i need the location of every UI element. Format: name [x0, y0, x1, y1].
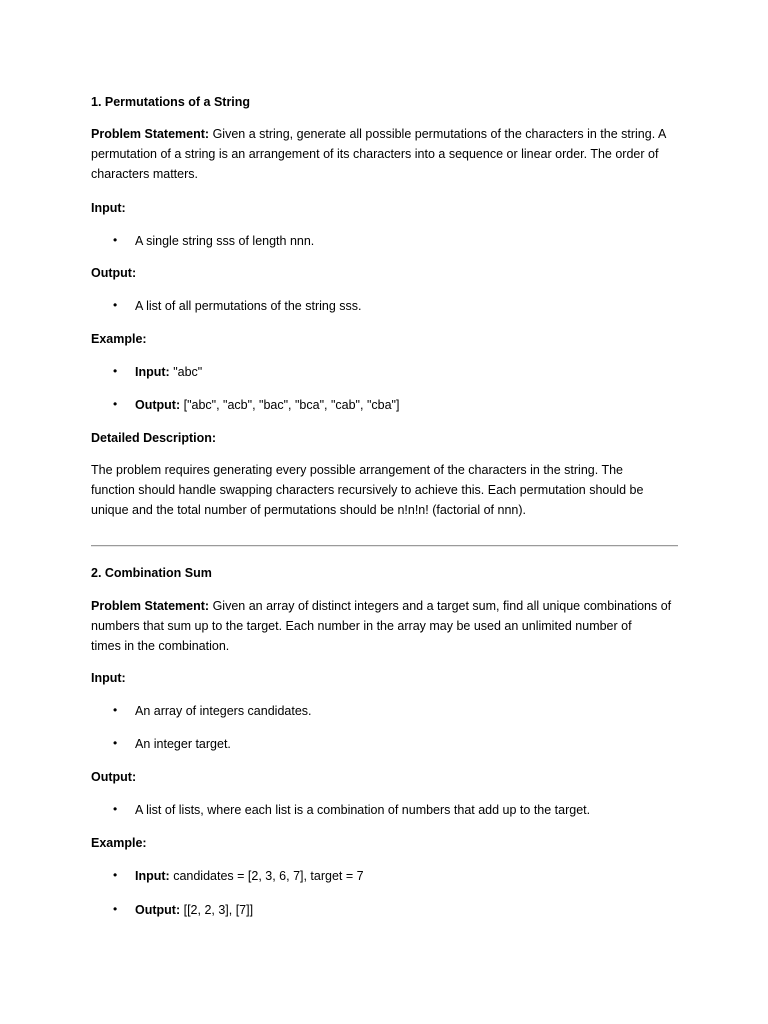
problem-line: permutation of a string is an arrangement of its characters into a sequence or linear order. The order of: [91, 147, 659, 161]
problem-statement-label: Problem Statement:: [91, 599, 210, 613]
problem-line: times in the combination.: [91, 639, 230, 653]
example-heading: Example:: [91, 836, 147, 850]
detailed-description-heading: Detailed Description:: [91, 431, 217, 445]
bullet-icon: •: [113, 868, 118, 882]
horizontal-divider: [91, 545, 678, 547]
input-heading: Input:: [91, 201, 126, 215]
section-2-problem-statement: [91, 596, 691, 656]
problem-statement-label: Problem Statement:: [91, 127, 210, 141]
input-heading: Input:: [91, 671, 126, 685]
bullet-icon: •: [113, 736, 118, 750]
output-heading: Output:: [91, 770, 137, 784]
bullet-icon: •: [113, 703, 118, 717]
output-heading: Output:: [91, 266, 137, 280]
bullet-icon: •: [113, 802, 118, 816]
bullet-icon: •: [113, 298, 118, 312]
problem-line: characters matters.: [91, 167, 198, 181]
section-1-heading: 1. Permutations of a String: [91, 95, 251, 109]
problem-line: Given an array of distinct integers and a target sum, find all unique combinations of: [209, 599, 672, 613]
example-heading: Example:: [91, 332, 147, 346]
bullet-icon: •: [113, 902, 118, 916]
bullet-icon: •: [113, 233, 118, 247]
detailed-description: [91, 460, 691, 520]
bullet-icon: •: [113, 364, 118, 378]
section-1-problem-statement: [91, 124, 691, 184]
bullet-icon: •: [113, 397, 118, 411]
description-line: unique and the total number of permutations should be n!n!n! (factorial of nnn).: [91, 503, 526, 517]
description-line: function should handle swapping characters recursively to achieve this. Each permutation should be: [91, 483, 644, 497]
description-line: The problem requires generating every possible arrangement of the characters in the string. The: [91, 463, 624, 477]
problem-line: numbers that sum up to the target. Each number in the array may be used an unlimited number of: [91, 619, 632, 633]
problem-line: Given a string, generate all possible permutations of the characters in the string. A: [209, 127, 667, 141]
section-2-heading: 2. Combination Sum: [91, 566, 212, 580]
